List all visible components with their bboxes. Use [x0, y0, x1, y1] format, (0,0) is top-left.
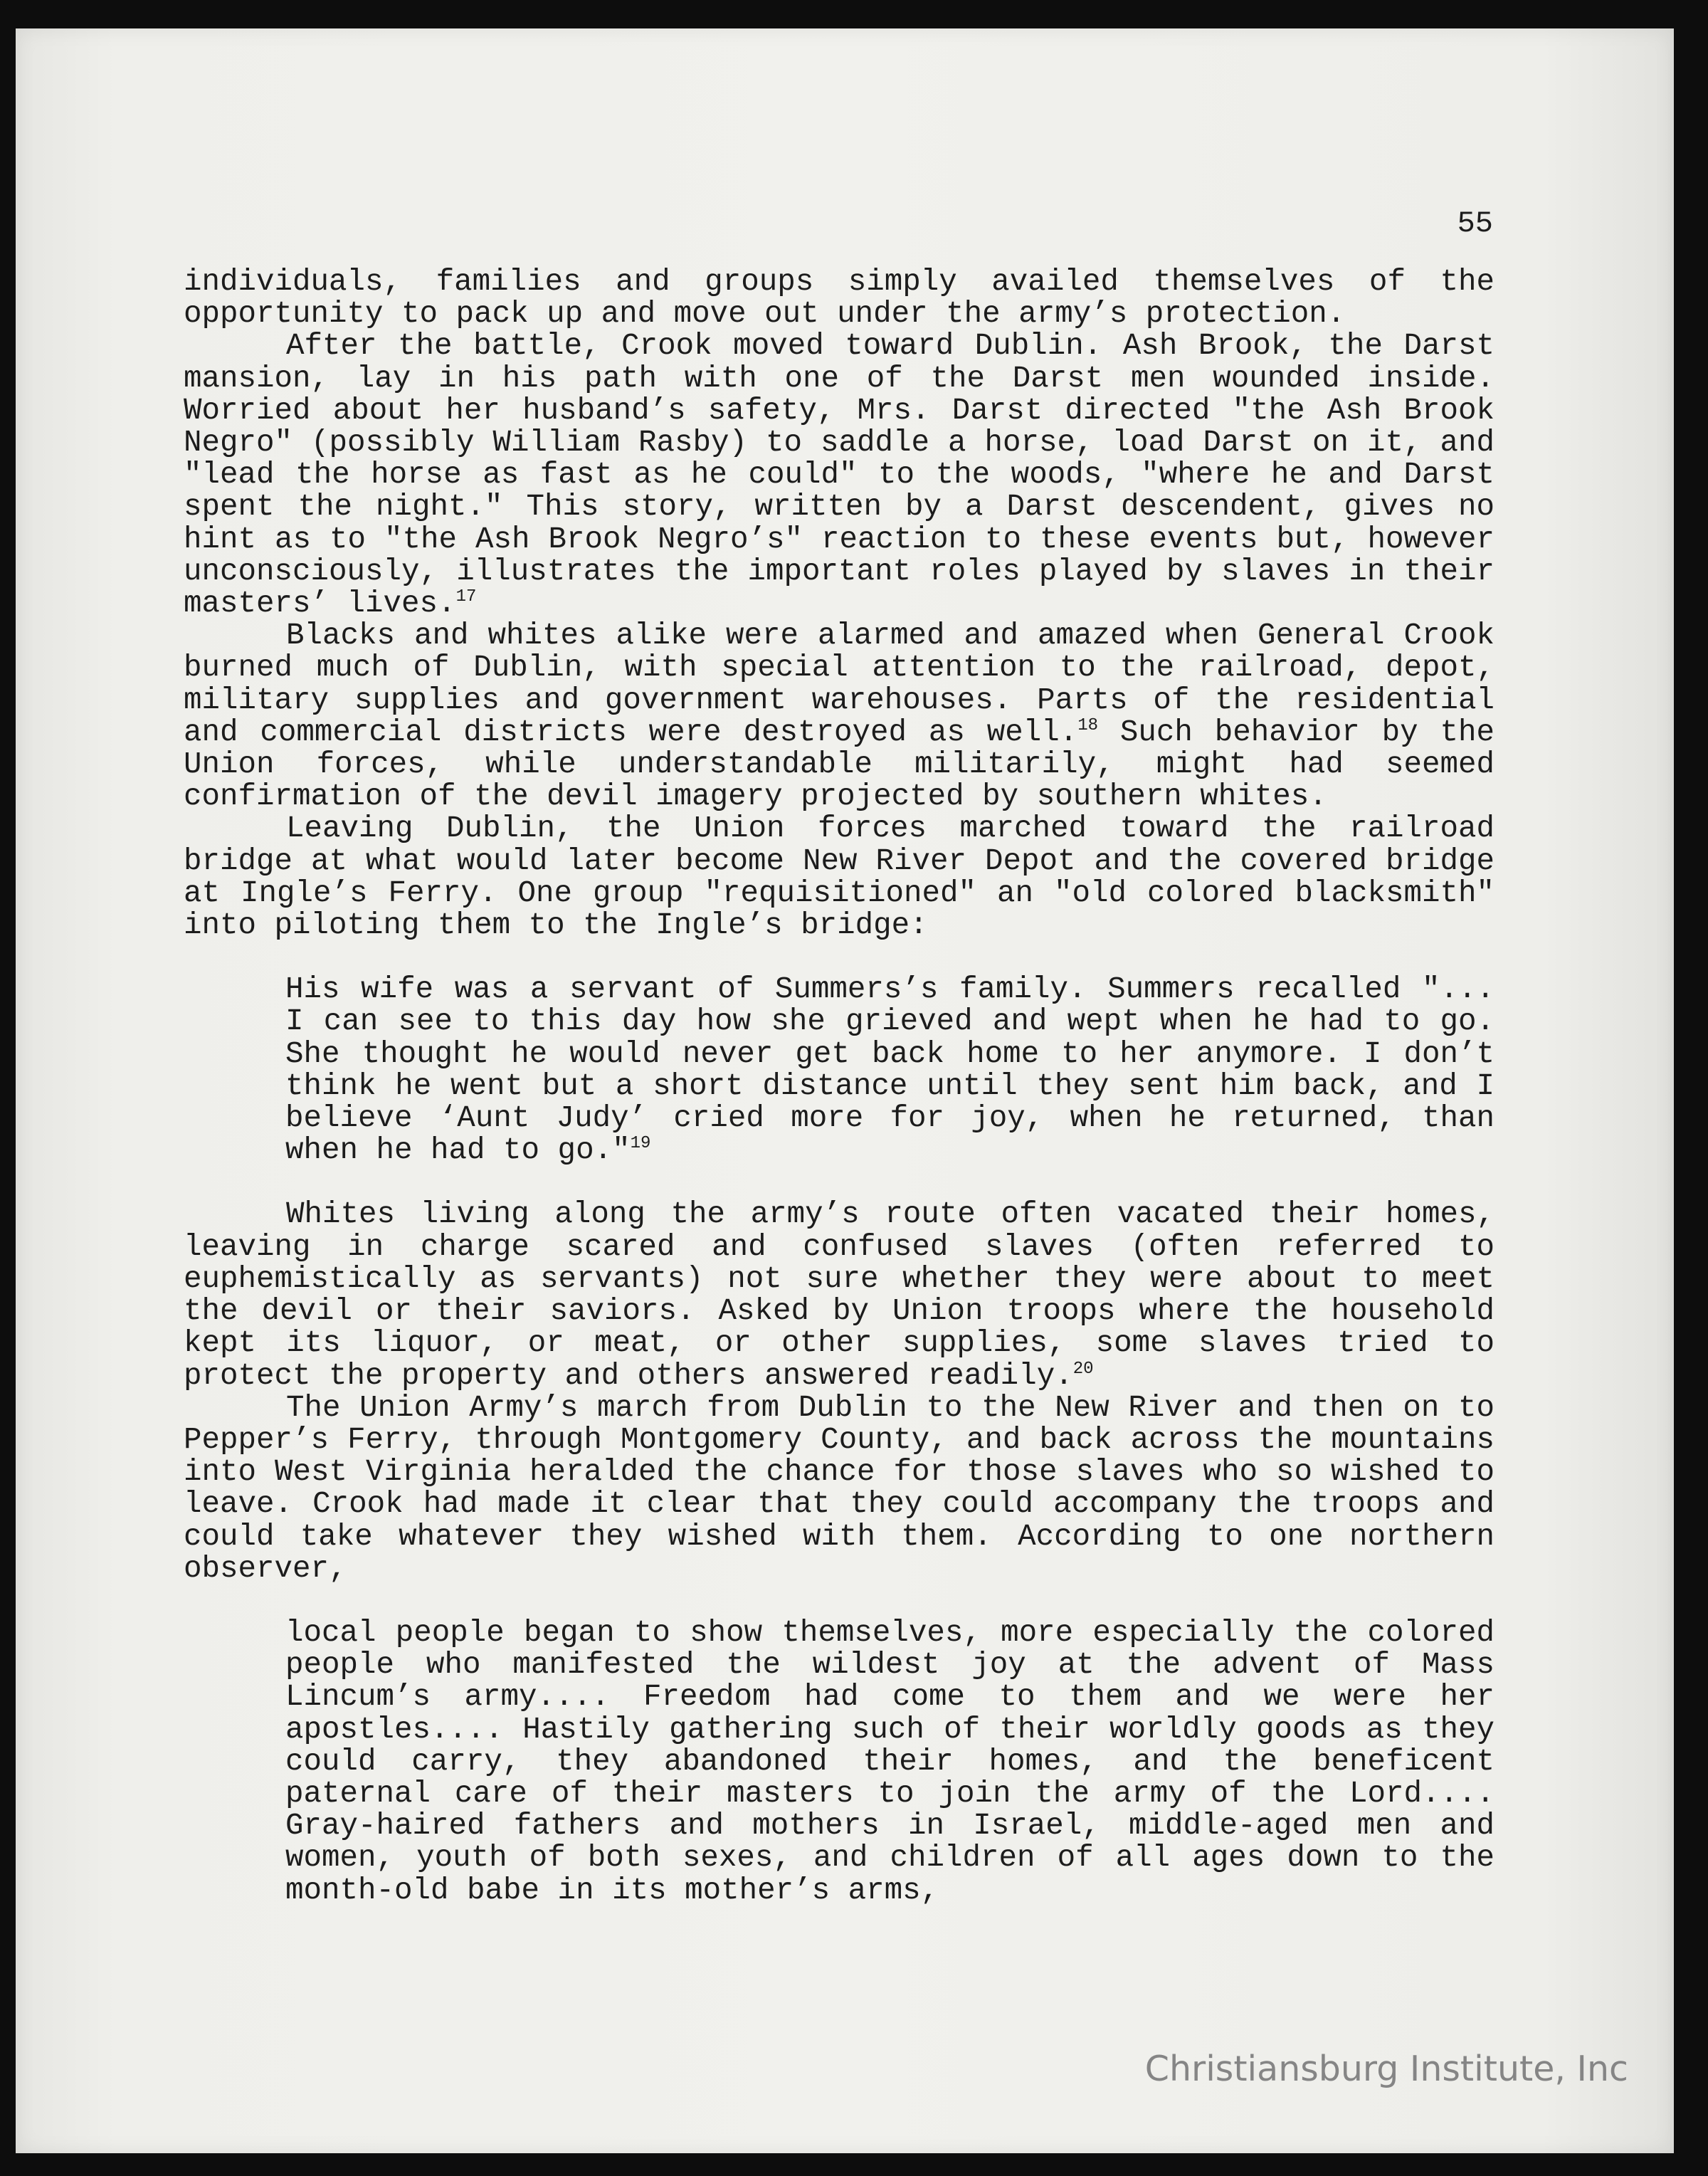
- paragraph-1: individuals, families and groups simply availed themselves of the opportunity to pack up and move out under the army’s protection.: [184, 265, 1494, 332]
- body-text: [184, 266, 1494, 1939]
- block-quote-2: local people began to show themselves, more especially the colored people who manifested the wildest joy at the advent of Mass Lincum’s army.... Freedom had come to them and we were her apostles.... Hastily gathering such of their worldly goods as they could carry, they abandoned their homes, and the beneficent paternal care of their masters to join the army of the Lord.... Gray-haired fathers and mothers in Israel, middle-aged men and women, youth of both sexes, and children of all ages down to the month-old babe in its mother’s arms,: [285, 1615, 1494, 1908]
- paragraph-5: Whites living along the army’s route often vacated their homes, leaving in charge scared and confused slaves (often referred to euphemistically as servants) not sure whether they were about to meet the devil or their saviors. Asked by Union troops where the household kept its liquor, or meat, or other supplies, some slaves tried to protect the property and others answered readily.$^{20}$: [184, 1197, 1494, 1393]
- paragraph-2: After the battle, Crook moved toward Dublin. Ash Brook, the Darst mansion, lay in his path with one of the Darst men wounded inside. Worried about her husband’s safety, Mrs. Darst directed "the Ash Brook Negro" (possibly William Rasby) to saddle a horse, load Darst on it, and "lead the horse as fast as he could" to the woods, "where he and Darst spent the night." This story, written by a Darst descendent, gives no hint as to "the Ash Brook Negro’s" reaction to these events but, however unconsciously, illustrates the important roles played by slaves in their masters’ lives.$^{17}$: [184, 329, 1494, 621]
- paragraph-3: Blacks and whites alike were alarmed and amazed when General Crook burned much of Dublin, with special attention to the railroad, depot, military supplies and government warehouses. Parts of the residential and commercial districts were destroyed as well.$^{18}$ Such behavior by the Union forces, while understandable militarily, might had seemed confirmation of the devil imagery projected by southern whites.: [184, 619, 1494, 814]
- page-number: 55: [1457, 206, 1493, 241]
- footnote-ref-17: 17: [455, 587, 477, 606]
- footnote-ref-18: 18: [1077, 715, 1099, 735]
- block-quote-1: His wife was a servant of Summers’s family. Summers recalled "... I can see to this day how she grieved and wept when he had to go. She thought he would never get back home to her anymore. I don’t think he went but a short distance until they sent him back, and I believe ‘Aunt Judy’ cried more for joy, when he returned, than when he had to go."$^{19}$: [285, 972, 1494, 1168]
- footnote-ref-19: 19: [630, 1134, 651, 1154]
- paragraph-6: The Union Army’s march from Dublin to the New River and then on to Pepper’s Ferry, through Montgomery County, and back across the mountains into West Virginia heralded the chance for those slaves who so wished to leave. Crook had made it clear that they could accompany the troops and could take whatever they wished with them. According to one northern observer,: [184, 1390, 1494, 1586]
- watermark: Christiansburg Institute, Inc: [1144, 2049, 1628, 2089]
- footnote-ref-20: 20: [1072, 1359, 1094, 1379]
- paragraph-4: Leaving Dublin, the Union forces marched toward the railroad bridge at what would later become New River Depot and the covered bridge at Ingle’s Ferry. One group "requisitioned" an "old colored blacksmith" into piloting them to the Ingle’s bridge:: [184, 811, 1494, 943]
